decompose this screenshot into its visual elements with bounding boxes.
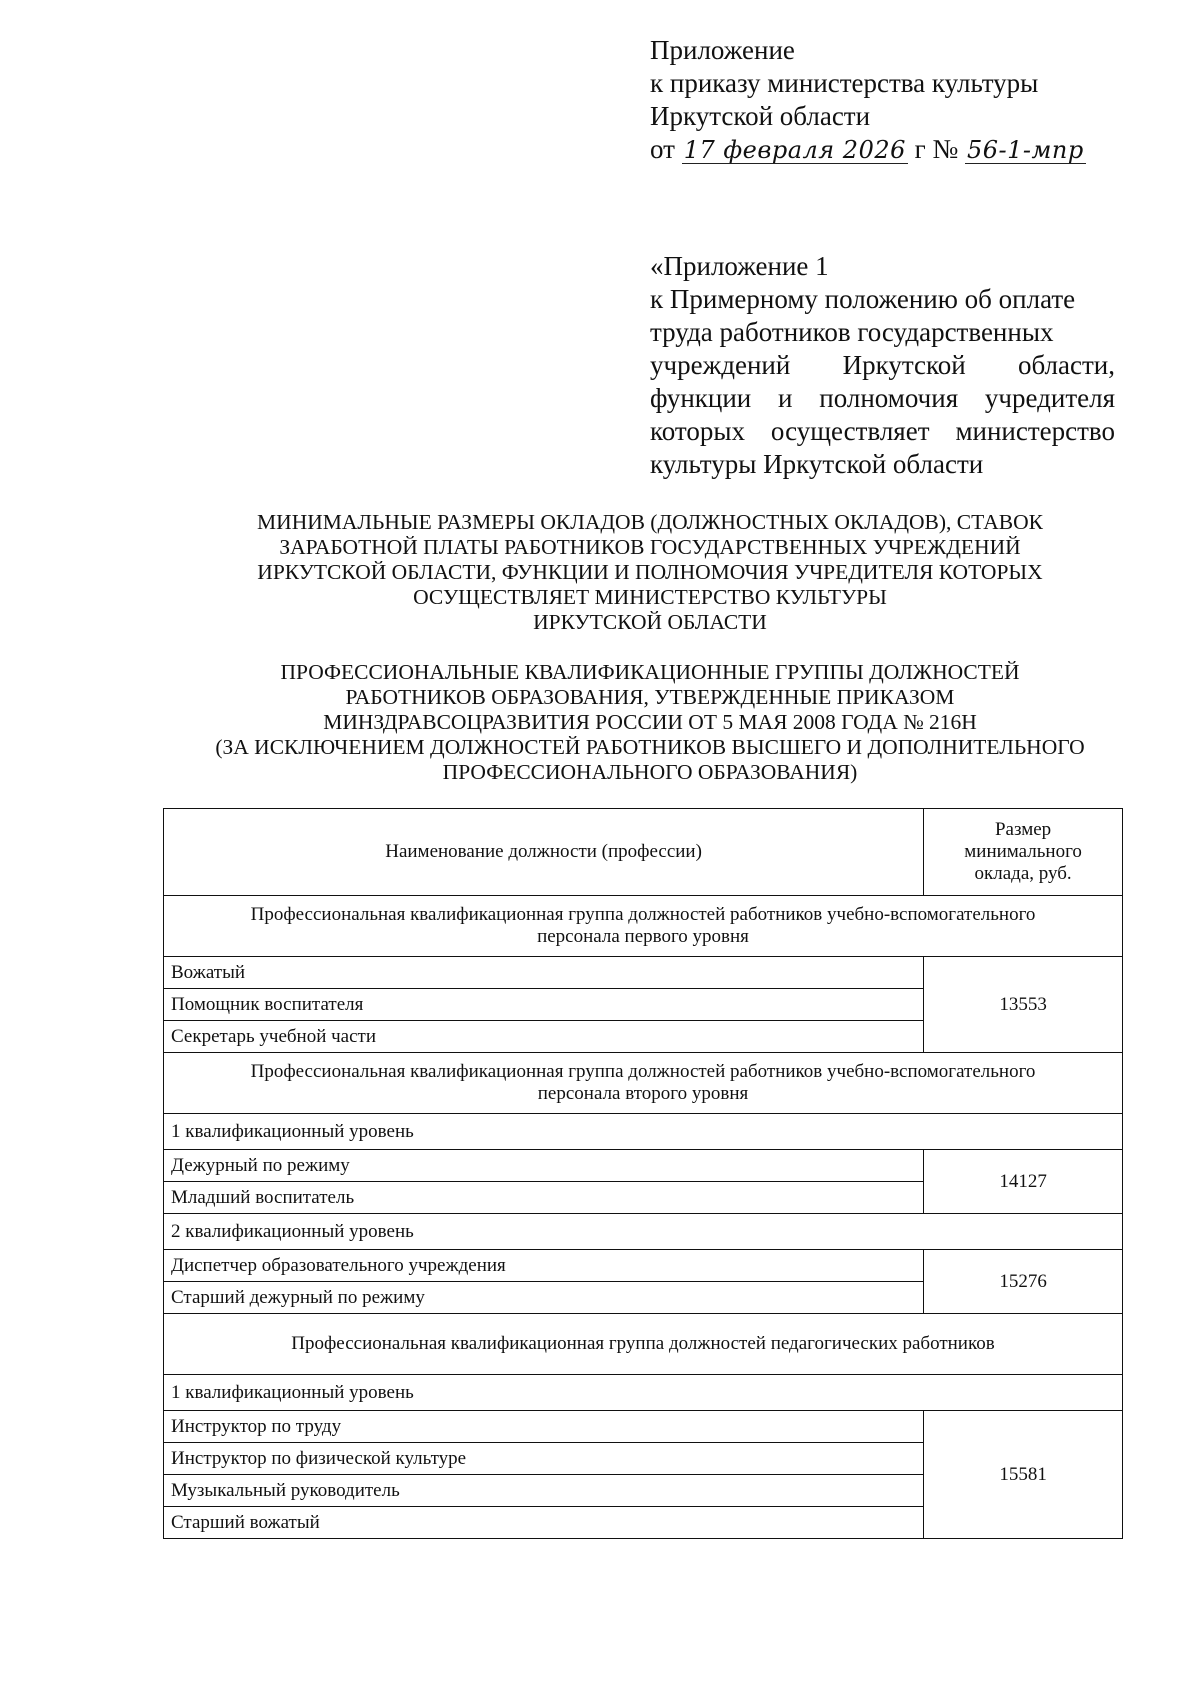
title-line: ЗАРАБОТНОЙ ПЛАТЫ РАБОТНИКОВ ГОСУДАРСТВЕННЫХ УЧРЕЖДЕНИЙ [279, 535, 1021, 559]
position-cell: Младший воспитатель [164, 1182, 924, 1214]
group-header-row [164, 1314, 1123, 1375]
subtitle-line: МИНЗДРАВСОЦРАЗВИТИЯ РОССИИ ОТ 5 МАЯ 2008 ГОДА № 216Н [323, 710, 977, 734]
year-suffix: г [914, 134, 926, 164]
position-cell: Вожатый [164, 957, 924, 989]
handwritten-number: 56-1-мпр [966, 136, 1084, 164]
number-label: № [932, 134, 959, 164]
subtitle-line: ПРОФЕССИОНАЛЬНЫЕ КВАЛИФИКАЦИОННЫЕ ГРУППЫ ДОЛЖНОСТЕЙ [280, 660, 1020, 684]
title-line: ИРКУТСКОЙ ОБЛАСТИ [533, 610, 767, 634]
order-date-number-line [650, 133, 1086, 166]
handwritten-date: 17 февраля 2026 [683, 136, 906, 164]
title-line: ОСУЩЕСТВЛЯЕТ МИНИСТЕРСТВО КУЛЬТУРЫ [413, 585, 887, 609]
subtitle-line: ПРОФЕССИОНАЛЬНОГО ОБРАЗОВАНИЯ) [442, 760, 858, 784]
column-header-position: Наименование должности (профессии) [164, 809, 924, 896]
position-cell: Старший вожатый [164, 1507, 924, 1539]
position-cell: Помощник воспитателя [164, 989, 924, 1021]
title-line: ИРКУТСКОЙ ОБЛАСТИ, ФУНКЦИИ И ПОЛНОМОЧИЯ УЧРЕДИТЕЛЯ КОТОРЫХ [257, 560, 1043, 584]
subtitle-line: РАБОТНИКОВ ОБРАЗОВАНИЯ, УТВЕРЖДЕННЫЕ ПРИКАЗОМ [345, 685, 955, 709]
group-title: Профессиональная квалификационная группа должностей работников учебно-вспомогательного персонала первого уровня [164, 896, 1123, 957]
group-header-row [164, 1053, 1123, 1114]
level-cell: 1 квалификационный уровень [164, 1375, 1123, 1411]
table-header-row [164, 809, 1123, 896]
level-cell: 2 квалификационный уровень [164, 1214, 1123, 1250]
appendix-1-line: учреждений Иркутской области, [650, 350, 1115, 380]
document-subtitle [160, 660, 1140, 785]
salary-cell: 15276 [924, 1250, 1123, 1314]
appendix-1-line: культуры Иркутской области [650, 449, 984, 479]
salary-cell: 14127 [924, 1150, 1123, 1214]
appendix-1-line: «Приложение 1 [650, 251, 829, 281]
salary-table [163, 808, 1123, 1539]
group-header-row [164, 896, 1123, 957]
subtitle-line: (ЗА ИСКЛЮЧЕНИЕМ ДОЛЖНОСТЕЙ РАБОТНИКОВ ВЫСШЕГО И ДОПОЛНИТЕЛЬНОГО [215, 735, 1085, 759]
level-row [164, 1214, 1123, 1250]
appendix-line: Иркутской области [650, 101, 871, 131]
position-cell: Музыкальный руководитель [164, 1475, 924, 1507]
position-cell: Старший дежурный по режиму [164, 1282, 924, 1314]
salary-cell: 15581 [924, 1411, 1123, 1539]
appendix-1-line: труда работников государственных [650, 317, 1054, 347]
table-row [164, 957, 1123, 989]
appendix-reference [650, 34, 1086, 166]
column-header-salary: Размер минимального оклада, руб. [924, 809, 1123, 896]
level-row [164, 1375, 1123, 1411]
appendix-1-line: к Примерному положению об оплате [650, 284, 1076, 314]
appendix-line: Приложение [650, 35, 795, 65]
appendix-1-line: которых осуществляет министерство [650, 416, 1115, 446]
table-row [164, 1250, 1123, 1282]
appendix-1-reference [650, 250, 1115, 481]
title-line: МИНИМАЛЬНЫЕ РАЗМЕРЫ ОКЛАДОВ (ДОЛЖНОСТНЫХ ОКЛАДОВ), СТАВОК [257, 510, 1043, 534]
document-title [160, 510, 1140, 635]
group-title: Профессиональная квалификационная группа должностей работников учебно-вспомогательного персонала второго уровня [164, 1053, 1123, 1114]
table-row [164, 1411, 1123, 1443]
appendix-line: к приказу министерства культуры [650, 68, 1039, 98]
position-cell: Инструктор по труду [164, 1411, 924, 1443]
table-row [164, 1150, 1123, 1182]
level-row [164, 1114, 1123, 1150]
position-cell: Дежурный по режиму [164, 1150, 924, 1182]
salary-cell: 13553 [924, 957, 1123, 1053]
position-cell: Секретарь учебной части [164, 1021, 924, 1053]
position-cell: Диспетчер образовательного учреждения [164, 1250, 924, 1282]
level-cell: 1 квалификационный уровень [164, 1114, 1123, 1150]
from-label: от [650, 134, 675, 164]
group-title: Профессиональная квалификационная группа должностей педагогических работников [164, 1314, 1123, 1375]
position-cell: Инструктор по физической культуре [164, 1443, 924, 1475]
appendix-1-line: функции и полномочия учредителя [650, 383, 1115, 413]
